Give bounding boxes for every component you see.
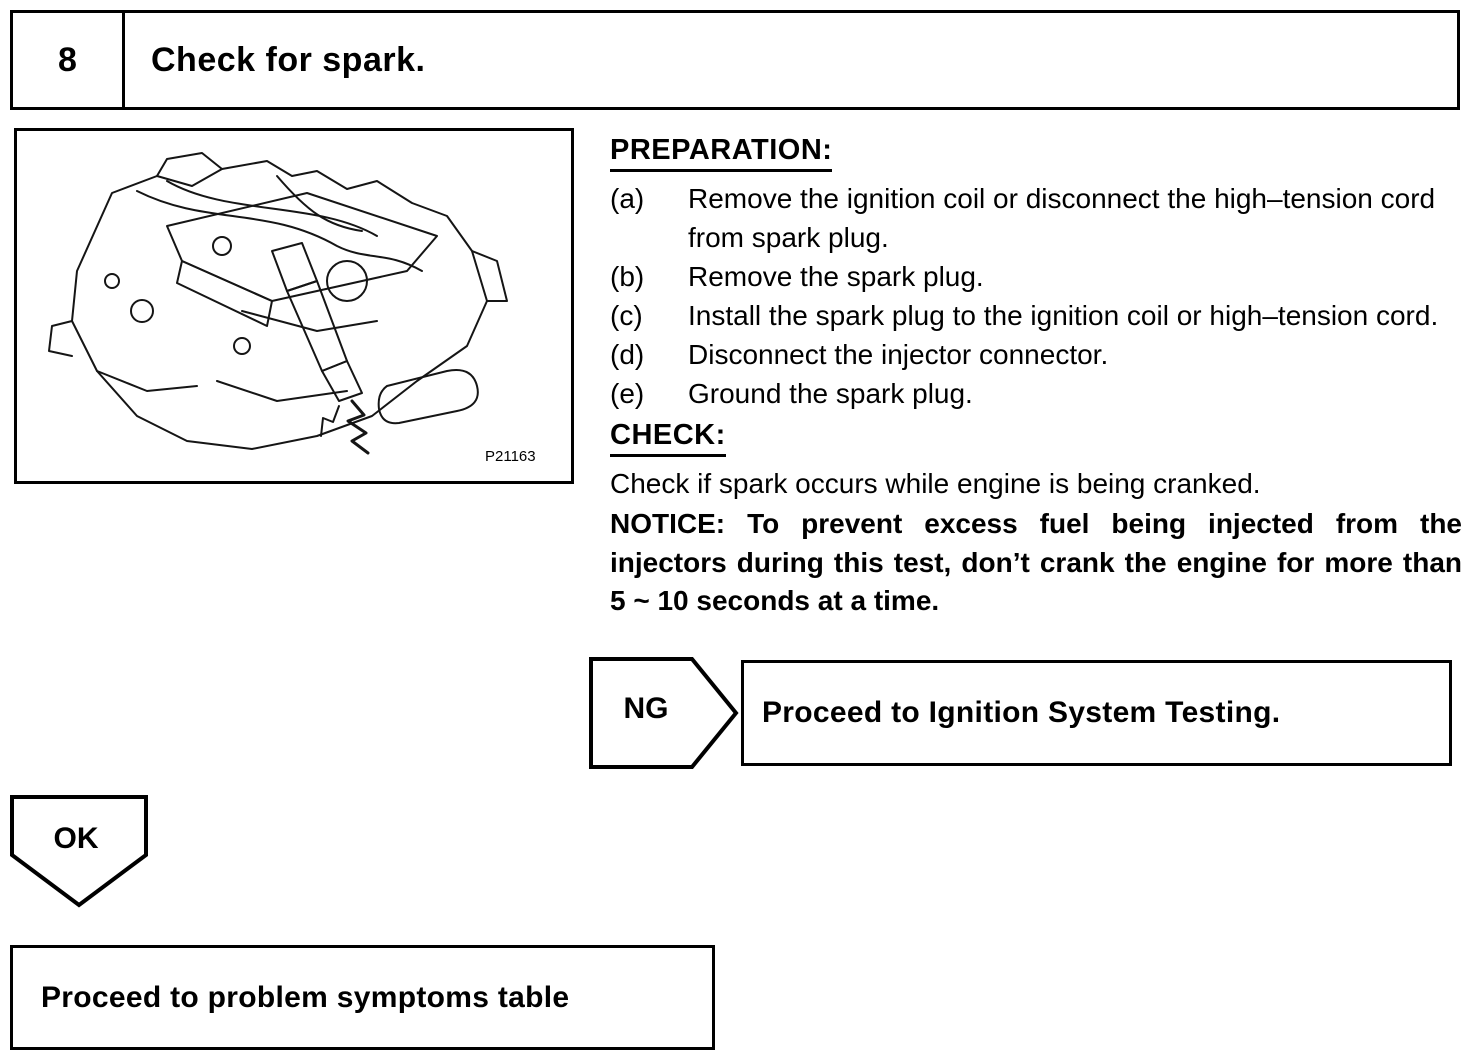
figure-frame — [14, 128, 574, 484]
ng-arrow — [586, 654, 742, 772]
step-label: (c) — [610, 300, 643, 331]
list-item — [610, 374, 1462, 413]
ok-result-text: Proceed to problem symptoms table — [41, 980, 570, 1014]
list-item — [610, 179, 1462, 257]
ok-label: OK — [53, 822, 99, 855]
step-text: Install the spark plug to the ignition coil or high–tension cord. — [688, 300, 1439, 331]
step-text: Disconnect the injector connector. — [688, 339, 1109, 370]
list-item — [610, 257, 1462, 296]
notice-text: NOTICE: To prevent excess fuel being injected from the injectors during this test, don’t crank the engine for more than 5 ~ 10 seconds at a time. — [610, 508, 1462, 616]
ng-label: NG — [623, 692, 669, 725]
step-text: Remove the spark plug. — [688, 261, 984, 292]
step-label: (e) — [610, 378, 645, 409]
engine-illustration — [17, 131, 571, 481]
ng-result-text: Proceed to Ignition System Testing. — [762, 696, 1281, 729]
step-label: (b) — [610, 261, 645, 292]
list-item — [610, 296, 1462, 335]
check-heading: CHECK: — [610, 417, 726, 457]
instructions — [610, 132, 1462, 621]
step-label: (d) — [610, 339, 645, 370]
ok-arrow — [8, 793, 150, 911]
step-number: 8 — [13, 13, 125, 107]
step-header — [10, 10, 1460, 110]
step-title: Check for spark. — [151, 40, 426, 79]
preparation-heading: PREPARATION: — [610, 132, 832, 172]
step-text: Remove the ignition coil or disconnect the high–tension cord from spark plug. — [688, 183, 1436, 253]
preparation-list — [610, 179, 1462, 413]
step-text: Ground the spark plug. — [688, 378, 973, 409]
list-item — [610, 335, 1462, 374]
step-label: (a) — [610, 183, 645, 214]
ng-result-box — [741, 660, 1452, 766]
check-text: Check if spark occurs while engine is being cranked. — [610, 468, 1261, 499]
ok-result-box — [10, 945, 715, 1050]
figure-code: P21163 — [485, 448, 536, 465]
